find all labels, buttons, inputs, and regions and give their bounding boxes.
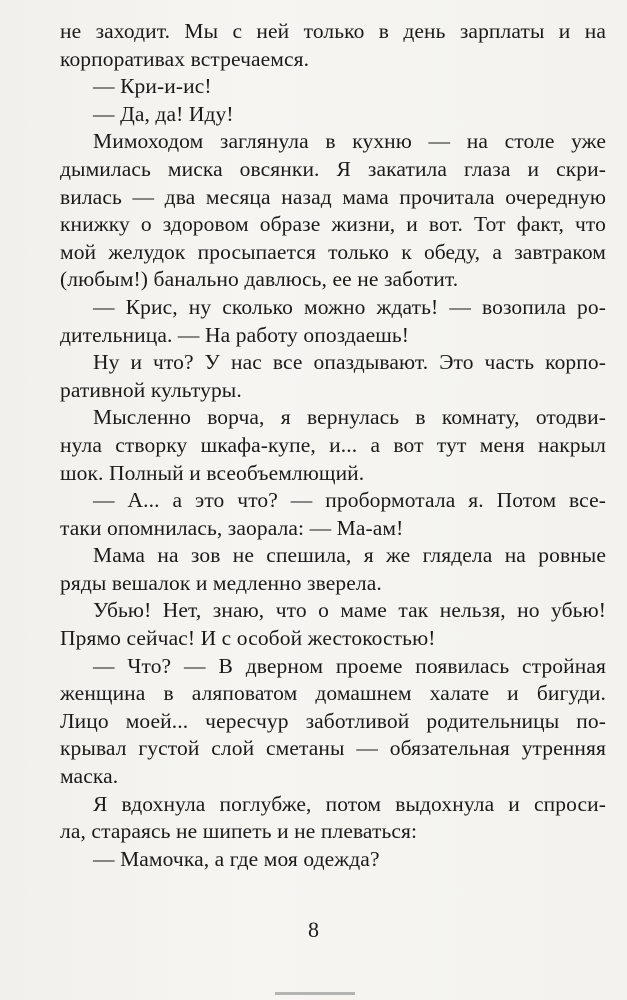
text-line: — Крис, ну сколько можно ждать! — возопила ро- xyxy=(93,294,606,319)
text-line: вилась — два месяца назад мама прочитала очередную xyxy=(60,184,606,209)
page-number: 8 xyxy=(308,917,319,942)
text-line: корпоративах встречаемся. xyxy=(60,46,310,71)
text-line: нула створку шкафа-купе, и... а вот тут меня накрыл xyxy=(60,432,606,457)
text-line: крывал густой слой сметаны — обязательная утренняя xyxy=(60,736,606,761)
text-line: — Кри-и-ис! xyxy=(93,74,212,99)
text-line: (любым!) банально давлюсь, ее не заботит. xyxy=(60,267,459,292)
text-line: ла, стараясь не шипеть и не плеваться: xyxy=(60,819,418,844)
text-line: — Мамочка, а где моя одежда? xyxy=(93,846,380,871)
text-line: Прямо сейчас! И с особой жестокостью! xyxy=(60,626,436,651)
text-line: дительница. — На работу опоздаешь! xyxy=(60,322,410,347)
text-line: Ну и что? У нас все опаздывают. Это часть корпо- xyxy=(93,350,606,375)
text-line: — Да, да! Иду! xyxy=(93,101,234,126)
text-line: книжку о здоровом образе жизни, и вот. Тот факт, что xyxy=(60,212,606,237)
text-line: ряды вешалок и медленно зверела. xyxy=(60,570,382,595)
text-line: ративной культуры. xyxy=(60,377,242,402)
text-line: Лицо моей... чересчур заботливой родительницы по- xyxy=(60,708,606,733)
text-line: дымилась миска овсянки. Я закатила глаза и скри- xyxy=(60,156,606,181)
text-line: Мысленно ворча, я вернулась в комнату, отодви- xyxy=(93,405,606,430)
text-line: таки опомнилась, заорала: — Ма-ам! xyxy=(60,515,404,540)
text-line: мой желудок просыпается только к обеду, а завтраком xyxy=(60,239,606,264)
text-line: — А... а это что? — пробормотала я. Потом все- xyxy=(93,488,606,513)
text-line: Убью! Нет, знаю, что о маме так нельзя, но убью! xyxy=(93,598,606,623)
text-line: — Что? — В дверном проеме появилась стройная xyxy=(93,653,606,678)
text-line: не заходит. Мы с ней только в день зарплаты и на xyxy=(60,19,606,43)
page-edge-mark xyxy=(275,992,355,995)
text-line: Мама на зов не спешила, я же глядела на ровные xyxy=(93,543,606,568)
text-line: женщина в аляповатом домашнем халате и бигуди. xyxy=(60,681,606,706)
text-line: маска. xyxy=(60,764,119,789)
text-line: шок. Полный и всеобъемлющий. xyxy=(60,460,365,485)
text-line: Я вдохнула поглубже, потом выдохнула и спроси- xyxy=(93,791,606,816)
body-text xyxy=(60,18,606,873)
text-line: Мимоходом заглянула в кухню — на столе уже xyxy=(93,129,606,154)
